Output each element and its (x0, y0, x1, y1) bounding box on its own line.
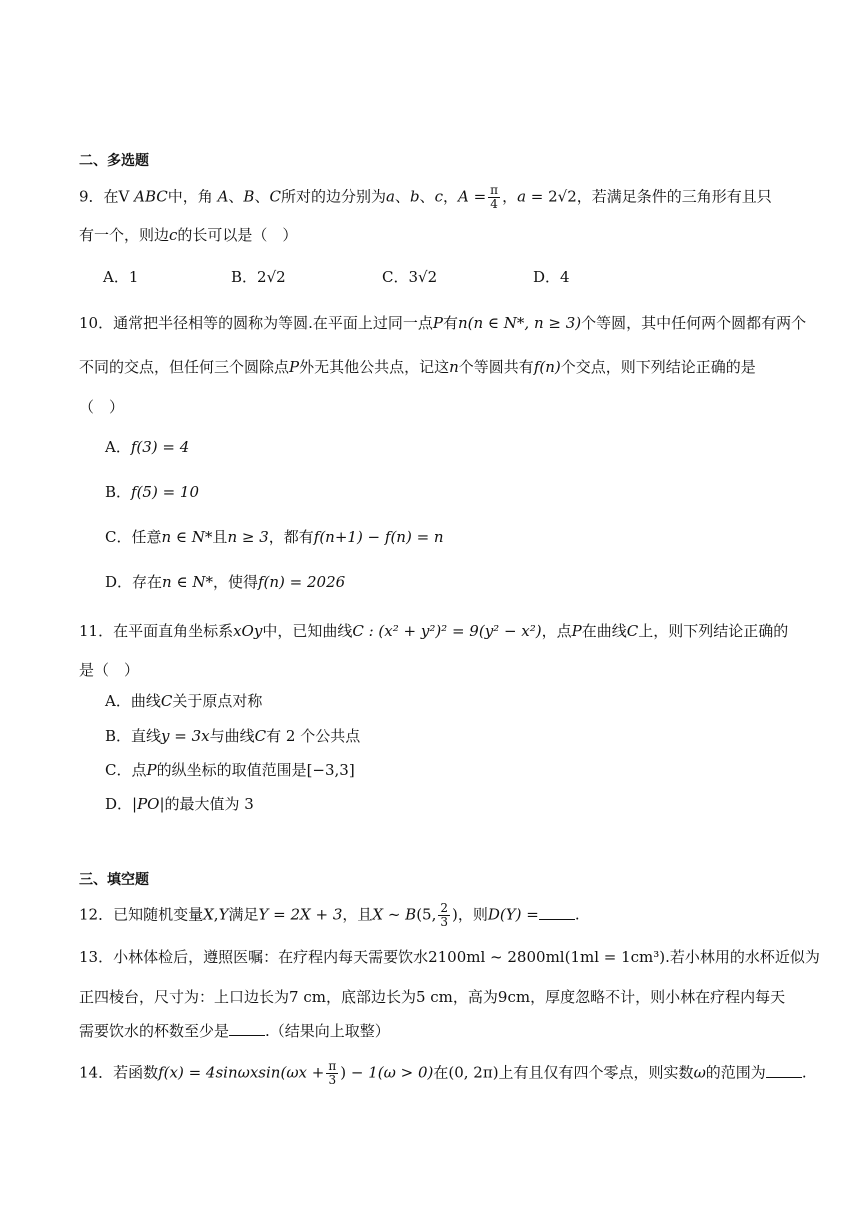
q13-text: ，底部边长为 (325, 988, 416, 1006)
q11-text: 11．在平面直角坐标系 (79, 622, 234, 640)
q9-math: ABC (134, 187, 168, 206)
q9-math: = (468, 187, 487, 206)
q10-option-c-label: C．任意 (105, 528, 162, 546)
question-9-line-1 (79, 184, 772, 211)
q12-math: X ~ B (372, 905, 417, 924)
q10-text: 个交点，则下列结论正确的是 (560, 358, 756, 376)
q12-math: (5, (416, 905, 437, 924)
q11-option-d-text: D． (105, 795, 133, 813)
section-title-fill-in: 三、填空题 (79, 872, 149, 888)
q13-text: .（结果向上取整） (265, 1022, 390, 1040)
q12-answer-blank[interactable] (539, 905, 575, 920)
q9-math: c (169, 226, 178, 244)
q14-math: (ωx + (280, 1063, 325, 1082)
q14-frac-num: π (328, 1059, 337, 1073)
q11-option-a-text: 关于原点对称 (172, 692, 263, 710)
q12-math: Y (218, 905, 229, 924)
q11-math: C (626, 622, 639, 640)
q14-text: 14．若函数 (79, 1063, 159, 1082)
q14-answer-blank[interactable] (766, 1063, 802, 1078)
q14-fraction (326, 1060, 338, 1087)
q9-option-d: D．4 (533, 268, 570, 286)
q9-math: a (385, 187, 395, 206)
q9-text: 有一个，则边 (79, 226, 170, 244)
q13-math: 7 cm (289, 988, 326, 1006)
q10-text: 个等圆，其中任何两个圆都有两个 (581, 314, 807, 332)
q9-math: A (217, 187, 229, 206)
q13-text: 正四棱台，尺寸为：上口边长为 (79, 988, 290, 1006)
q14-text: 的范围为 (705, 1063, 766, 1082)
q14-text: 在 (433, 1063, 449, 1082)
q10-option-c-math: f(n+1) − f(n) = n (313, 528, 444, 546)
q11-option-b-math: y = 3x (161, 727, 210, 745)
q12-frac-den: 3 (440, 915, 449, 929)
q9-math: a (517, 187, 527, 206)
q12-text: ，且 (342, 905, 373, 924)
q9-text: 中，角 (167, 187, 218, 206)
q11-option-c (105, 759, 355, 781)
q10-option-d-math: n ∈ N* (162, 573, 213, 591)
q13-math: 9cm (497, 988, 531, 1006)
q9-math: C (269, 187, 281, 206)
question-10-line-2 (79, 356, 756, 378)
q10-text: 10．通常把半径相等的圆称为等圆.在平面上过同一点 (79, 314, 433, 332)
q10-option-c (105, 526, 444, 548)
q14-text: . (801, 1063, 807, 1082)
question-11-line-2: 是（ ） (79, 661, 140, 679)
q11-option-d-math: |PO| (132, 795, 165, 813)
q10-option-a (105, 436, 189, 458)
q10-option-c-text: ，都有 (268, 528, 314, 546)
q11-option-c-text: 的纵坐标的取值范围是[−3,3] (156, 761, 355, 779)
q11-option-a-math: C (160, 692, 173, 710)
q11-option-b-text: B．直线 (105, 727, 162, 745)
q9-text: 所对的边分别为 (280, 187, 386, 206)
q10-text: 个等圆共有 (458, 358, 534, 376)
q9-text: 的长可以是（ ） (177, 226, 298, 244)
q14-text: 上有且仅有四个零点，则实数 (498, 1063, 694, 1082)
q11-text: 上，则下列结论正确的 (638, 622, 789, 640)
q9-math: B (243, 187, 255, 206)
q11-option-a (105, 690, 262, 712)
q11-math: xOy (233, 622, 263, 640)
q9-math: A (457, 187, 469, 206)
q11-option-b (105, 725, 360, 747)
q12-math: D(Y) = (487, 905, 539, 924)
q11-option-c-text: C．点 (105, 761, 147, 779)
q10-math: P (432, 314, 443, 332)
q10-math: n (457, 314, 468, 332)
q12-text: ，则 (457, 905, 488, 924)
q13-answer-blank[interactable] (229, 1021, 265, 1036)
q10-option-d (105, 571, 345, 593)
q12-frac-num: 2 (440, 901, 449, 915)
q12-math: ) (452, 905, 458, 924)
q9-text: 、 (394, 187, 410, 206)
q12-text: . (574, 905, 580, 924)
section-title-multiple-choice: 二、多选题 (79, 153, 149, 169)
question-11-line-1 (79, 620, 788, 642)
q9-option-a: A．1 (103, 268, 139, 286)
question-10-line-1 (79, 312, 806, 334)
q11-option-c-math: P (146, 761, 157, 779)
q14-frac-den: 3 (328, 1073, 337, 1087)
q10-option-d-math: f(n) = 2026 (257, 573, 346, 591)
q10-option-b-math: f(5) = 10 (131, 483, 200, 501)
q10-math: P (289, 358, 300, 376)
q11-option-b-math: C (254, 727, 267, 745)
q10-text: 不同的交点，但任何三个圆除点 (79, 358, 290, 376)
q14-math: − 1(ω > 0) (346, 1063, 434, 1082)
q13-math: 2100ml ~ 2800ml (428, 948, 565, 966)
q11-math: P (571, 622, 582, 640)
q10-text: 有 (442, 314, 458, 332)
q9-text: ，若满足条件的三角形有且只 (576, 187, 772, 206)
q10-math: (n ∈ N*, n ≥ 3) (467, 314, 582, 332)
q9-option-c: C．3√2 (382, 268, 438, 286)
question-13-line-3 (79, 1020, 390, 1042)
q10-text: 外无其他公共点，记这 (299, 358, 450, 376)
q10-option-a-math: f(3) = 4 (130, 438, 190, 456)
q12-text: 满足 (228, 905, 259, 924)
q11-option-d (105, 793, 254, 815)
question-12 (79, 902, 580, 929)
q13-text: 13．小林体检后，遵照医嘱：在疗程内每天需要饮水 (79, 948, 429, 966)
q9-text: 9．在V (79, 187, 135, 206)
q10-option-d-text: ，使得 (212, 573, 258, 591)
q13-text: ，高为 (452, 988, 498, 1006)
q12-math: X (203, 905, 214, 924)
question-13-line-1 (79, 946, 820, 968)
q11-option-d-text: 的最大值为 3 (164, 795, 254, 813)
q10-math: n (449, 358, 459, 376)
q11-text: ，点 (541, 622, 572, 640)
q9-text: ， (502, 187, 518, 206)
q10-option-a-label: A． (105, 438, 131, 456)
q10-option-d-label: D．存在 (105, 573, 163, 591)
q10-math: f(n) (533, 358, 561, 376)
q11-math: C : (x² + y²)² = 9(y² − x²) (352, 622, 542, 640)
q11-option-a-text: A．曲线 (105, 692, 161, 710)
q10-option-c-math: n ≥ 3 (227, 528, 269, 546)
question-13-line-2 (79, 986, 785, 1008)
q10-option-c-text: 且 (212, 528, 228, 546)
q11-text: 中，已知曲线 (262, 622, 353, 640)
question-10-line-3: （ ） (79, 398, 125, 416)
q12-math: , (213, 905, 219, 924)
q10-option-b-label: B． (105, 483, 132, 501)
q9-fraction (488, 184, 500, 211)
q14-math: (0, 2π) (448, 1063, 499, 1082)
q11-option-b-text: 有 2 个公共点 (266, 727, 361, 745)
question-9-line-2 (79, 224, 297, 246)
q12-text: 12．已知随机变量 (79, 905, 204, 924)
q14-math: ) (340, 1063, 347, 1082)
q14-math: f(x) = 4sinωxsin (158, 1063, 281, 1082)
q9-math: b (409, 187, 420, 206)
q9-option-b: B．2√2 (231, 268, 286, 286)
q14-math: ω (693, 1063, 706, 1082)
q9-frac-num: π (490, 183, 499, 197)
q9-math: c (434, 187, 443, 206)
q9-text: 、 (228, 187, 244, 206)
q13-text: .若小林用的水杯近似为 (665, 948, 820, 966)
q13-math: 5 cm (415, 988, 453, 1006)
question-14 (79, 1060, 807, 1087)
q9-text: ， (442, 187, 458, 206)
q9-text: 、 (419, 187, 435, 206)
q13-math: (1ml = 1cm³) (564, 948, 666, 966)
q13-text: ，厚度忽略不计，则小林在疗程内每天 (530, 988, 786, 1006)
q9-text: 、 (254, 187, 270, 206)
q9-math: = 2√2 (526, 187, 577, 206)
q9-frac-den: 4 (490, 197, 498, 211)
q12-fraction (438, 902, 450, 929)
q11-text: 在曲线 (581, 622, 627, 640)
q10-option-b (105, 481, 199, 503)
q10-option-c-math: n ∈ N* (161, 528, 213, 546)
q12-math: Y = 2X + 3 (258, 905, 343, 924)
q13-text: 需要饮水的杯数至少是 (79, 1022, 230, 1040)
q11-option-b-text: 与曲线 (209, 727, 255, 745)
